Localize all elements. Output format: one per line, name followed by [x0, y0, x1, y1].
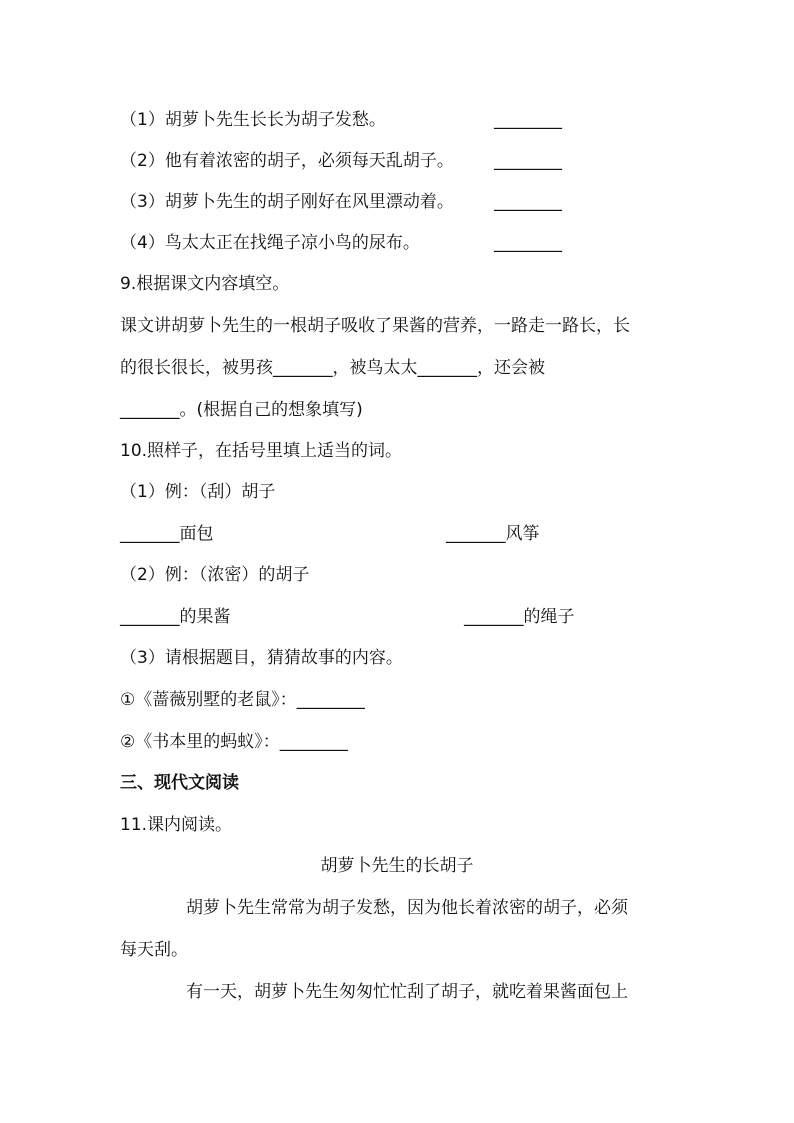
q10-part3-prompt: （3）请根据题目，猜猜故事的内容。 [120, 648, 403, 668]
q8-item-4: （4）鸟太太正在找绳子凉小鸟的尿布。 [120, 233, 420, 253]
q10-part3-item-a[interactable]: ①《蔷薇别墅的老鼠》：________ [120, 690, 365, 710]
q9-line-3: _______。(根据自己的想象填写) [120, 400, 363, 420]
story-para-1-line-1: 胡萝卜先生常常为胡子发愁，因为他长着浓密的胡子，必须 [186, 898, 628, 918]
q10-part2-left[interactable]: _______的果酱 [120, 607, 231, 627]
q11-title: 11.课内阅读。 [120, 815, 233, 835]
q9-title: 9.根据课文内容填空。 [120, 274, 290, 294]
q8-item-2: （2）他有着浓密的胡子，必须每天乱胡子。 [120, 151, 454, 171]
q10-part1-left[interactable]: _______面包 [120, 524, 214, 544]
story-para-2-line-1: 有一天，胡萝卜先生匆匆忙忙刮了胡子，就吃着果酱面包上 [186, 982, 628, 1002]
section-3-heading: 三、现代文阅读 [120, 773, 239, 793]
q9-line-2: 的很长很长，被男孩_______，被鸟太太_______，还会被 [120, 358, 545, 378]
q8-item-2-blank[interactable]: ________ [494, 151, 562, 171]
story-title: 胡萝卜先生的长胡子 [320, 856, 474, 876]
q8-item-3: （3）胡萝卜先生的胡子刚好在风里漂动着。 [120, 192, 454, 212]
story-para-1-line-2: 每天刮。 [120, 940, 188, 960]
q8-item-3-blank[interactable]: ________ [494, 192, 562, 212]
q10-part3-item-b[interactable]: ②《书本里的蚂蚁》：________ [120, 732, 348, 752]
q10-part1-example: （1）例：（刮）胡子 [120, 482, 276, 502]
q9-line-1: 课文讲胡萝卜先生的一根胡子吸收了果酱的营养，一路走一路长，长 [120, 316, 630, 336]
q8-item-1-blank[interactable]: ________ [494, 110, 562, 130]
q10-part2-right[interactable]: _______的绳子 [464, 607, 575, 627]
q10-title: 10.照样子，在括号里填上适当的词。 [120, 441, 403, 461]
q8-item-1: （1）胡萝卜先生长长为胡子发愁。 [120, 110, 386, 130]
q10-part2-example: （2）例：（浓密）的胡子 [120, 565, 310, 585]
q8-item-4-blank[interactable]: ________ [494, 233, 562, 253]
q10-part1-right[interactable]: _______风筝 [446, 524, 540, 544]
